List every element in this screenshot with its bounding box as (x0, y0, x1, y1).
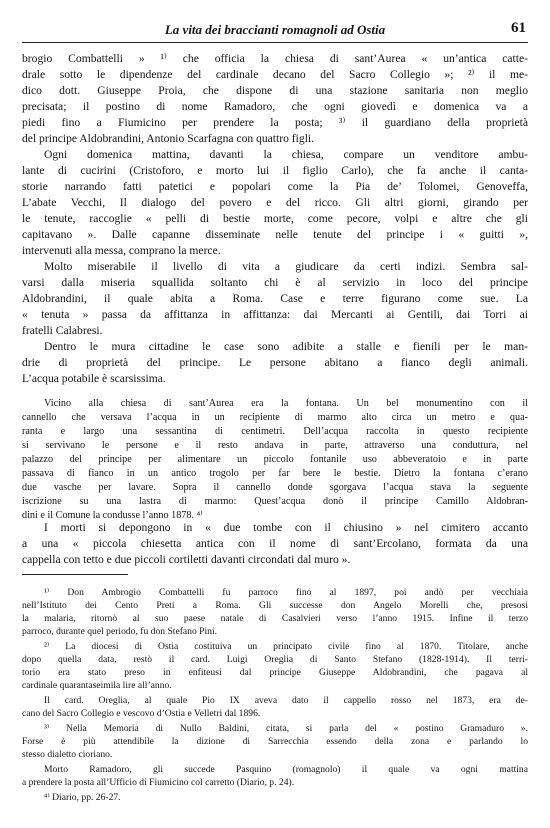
text-line: Molto miserabile il livello di vita a giudicare da certi indizi. Sembra sal- (44, 260, 528, 273)
quote-line: ranta e largo una sessantina di centimetri. Dell’acqua raccolta in questo recipiente (22, 426, 528, 437)
text-line: Ogni domenica mattina, davanti la chiesa, compare un venditore ambu- (44, 148, 528, 161)
footnote-line: ³⁾ Nella Memoria di Nullo Baldini, citata, si parla del « postino Gramaduro ». (44, 723, 528, 734)
text-line: lante di cucirini (Cristoforo, e morto lui il figlio Carlo), che fa anche il canta- (22, 164, 528, 177)
quote-line: passava di fianco in un antico trogolo per far bere le bestie. Dietro la fontana c’erano (22, 468, 528, 479)
footnote-line: stesso dialetto cioriano. (22, 749, 113, 760)
footnote-line: Il card. Oreglia, al quale Pio IX aveva dato il cappello rosso nel 1873, era de- (44, 695, 528, 706)
quote-line: due vasche per lavare. Sopra il cannello donde sgorgava l’acqua stava la seguente (22, 482, 528, 493)
text-line: dico dott. Giuseppe Proia, che dispone di una stazione sanitaria non meglio (22, 84, 528, 97)
footnote-line: parroco, durante quel periodo, fu don Stefano Pini. (22, 626, 218, 637)
footnote-line: la malaria, ritornò al suo paese natale di Casalvieri verso l’anno 1915. Infine il terzo (22, 613, 528, 624)
footnote-line: a prendere la posta all’Ufficio di Fiumicino col carretto (Diario, p. 24). (22, 777, 295, 788)
text-line: intervenuti alla messa, comprano la merce. (22, 244, 221, 257)
text-line: drie di proprietà del principe. Le persone abitano a fianco degli animali. (22, 356, 528, 369)
footnote-line: dopo quella data, restò il card. Luigi Oreglia di Santo Stefano (1828-1914). Il terri- (22, 654, 528, 665)
running-header (22, 20, 528, 43)
footnote-line: ⁴⁾ Diario, pp. 26-27. (44, 792, 121, 803)
footnote-line: cardinale quarantaseimila lire all’anno. (22, 680, 172, 691)
text-line: le tenute, raccoglie « pelli di bestie morte, come pecore, volpi e altre che gli (22, 212, 528, 225)
text-line: drale sotto le dipendenze del cardinale decano del Sacro Collegio »; ²⁾ il me- (22, 68, 528, 81)
text-line: fratelli Calabresi. (22, 324, 103, 337)
text-line: L’acqua potabile è scarsissima. (22, 372, 166, 385)
footnote-line: Morto Ramadoro, gli succede Pasquino (romagnolo) il quale va ogni mattina (44, 764, 528, 775)
footnote-line: cano del Sacro Collegio e vescovo d’Ostia e Velletri dal 1896. (22, 708, 261, 719)
text-line: varsi dalla miseria squallida soltanto chi è al servizio in loco del principe (22, 276, 528, 289)
running-title: La vita dei braccianti romagnoli ad Ostia (164, 22, 386, 37)
text-line: « tenuta » passa da affittanza in affittanza: dai Mercanti ai Gentili, dai Torri ai (22, 308, 528, 321)
text-line: cappella con tetto e due piccoli cortiletti davanti circondati dal muro ». (22, 553, 351, 566)
footnote-separator (22, 574, 128, 575)
text-line: del principe Aldobrandini, Antonio Scarfagna con quattro figli. (22, 132, 315, 145)
footnote-line: Forse è più attendibile la dizione di Sarrecchia essendo della zona e parlando lo (22, 736, 528, 747)
quote-line: dini e il Comune la condusse l’anno 1878. ⁴⁾ (22, 510, 203, 521)
quote-line: iscrizione su una lastra di marmo: Quest’acqua donò il principe Camillo Aldobran- (22, 496, 528, 507)
text-line: a una « piccola chiesetta antica con il nome di sant’Ercolano, formata da una (22, 537, 528, 550)
footnote-line: torio era stato preso in enfiteusi dal principe Giuseppe Aldobrandini, che pagava al (22, 667, 528, 678)
text-line: precisata; il postino di nome Ramadoro, che ogni giovedì e domenica va a (22, 100, 528, 113)
text-line: piedi fino a Fiumicino per prendere la posta; ³⁾ il guardiano della proprietà (22, 116, 528, 129)
text-line: storie narrando fatti patetici e popolari come la Pia de’ Tolomei, Genoveffa, (22, 180, 528, 193)
quote-line: palazzo del principe per alimentare un piccolo fontanile uso abbeveratoio e in parte (22, 454, 528, 465)
quote-line: Vicino alla chiesa di sant’Aurea era la fontana. Un bel monumentino con il (44, 398, 528, 409)
text-line: Aldobrandini, il quale abita a Roma. Case e terre figurano come sue. La (22, 292, 528, 305)
text-line: capitavano ». Dalle capanne disseminate nelle tenute del principe i « guitti », (22, 228, 528, 241)
quote-line: si servivano le persone e il resto andava in parte, attraverso una conduttura, nel (22, 440, 528, 451)
text-line: brogio Combattelli » ¹⁾ che officia la chiesa di sant’Aurea « un’antica catte- (22, 52, 528, 65)
text-line: I morti si depongono in « due tombe con il chiusino » nel cimitero accanto (44, 521, 528, 534)
text-line: Dentro le mura cittadine le case sono adibite a stalle e fienili per le man- (44, 340, 528, 353)
footnote-line: ¹⁾ Don Ambrogio Combattelli fu parroco fino al 1897, poi andò per vecchiaia (44, 587, 528, 598)
text-line: L’abate Vecchi, Il dialogo del povero e del ricco. Gli altri giorni, girando per (22, 196, 528, 209)
footnote-line: nell’Istituto dei Cento Preti a Roma. Gli successe don Angelo Morelli che, presosi (22, 600, 528, 611)
page-number: 61 (511, 20, 526, 36)
footnote-line: ²⁾ La diocesi di Ostia costituiva un principato civile fino al 1870. Titolare, anche (44, 641, 528, 652)
quote-line: cannello che versava l’acqua in un recipiente di marmo alto circa un metro e qua- (22, 412, 528, 423)
